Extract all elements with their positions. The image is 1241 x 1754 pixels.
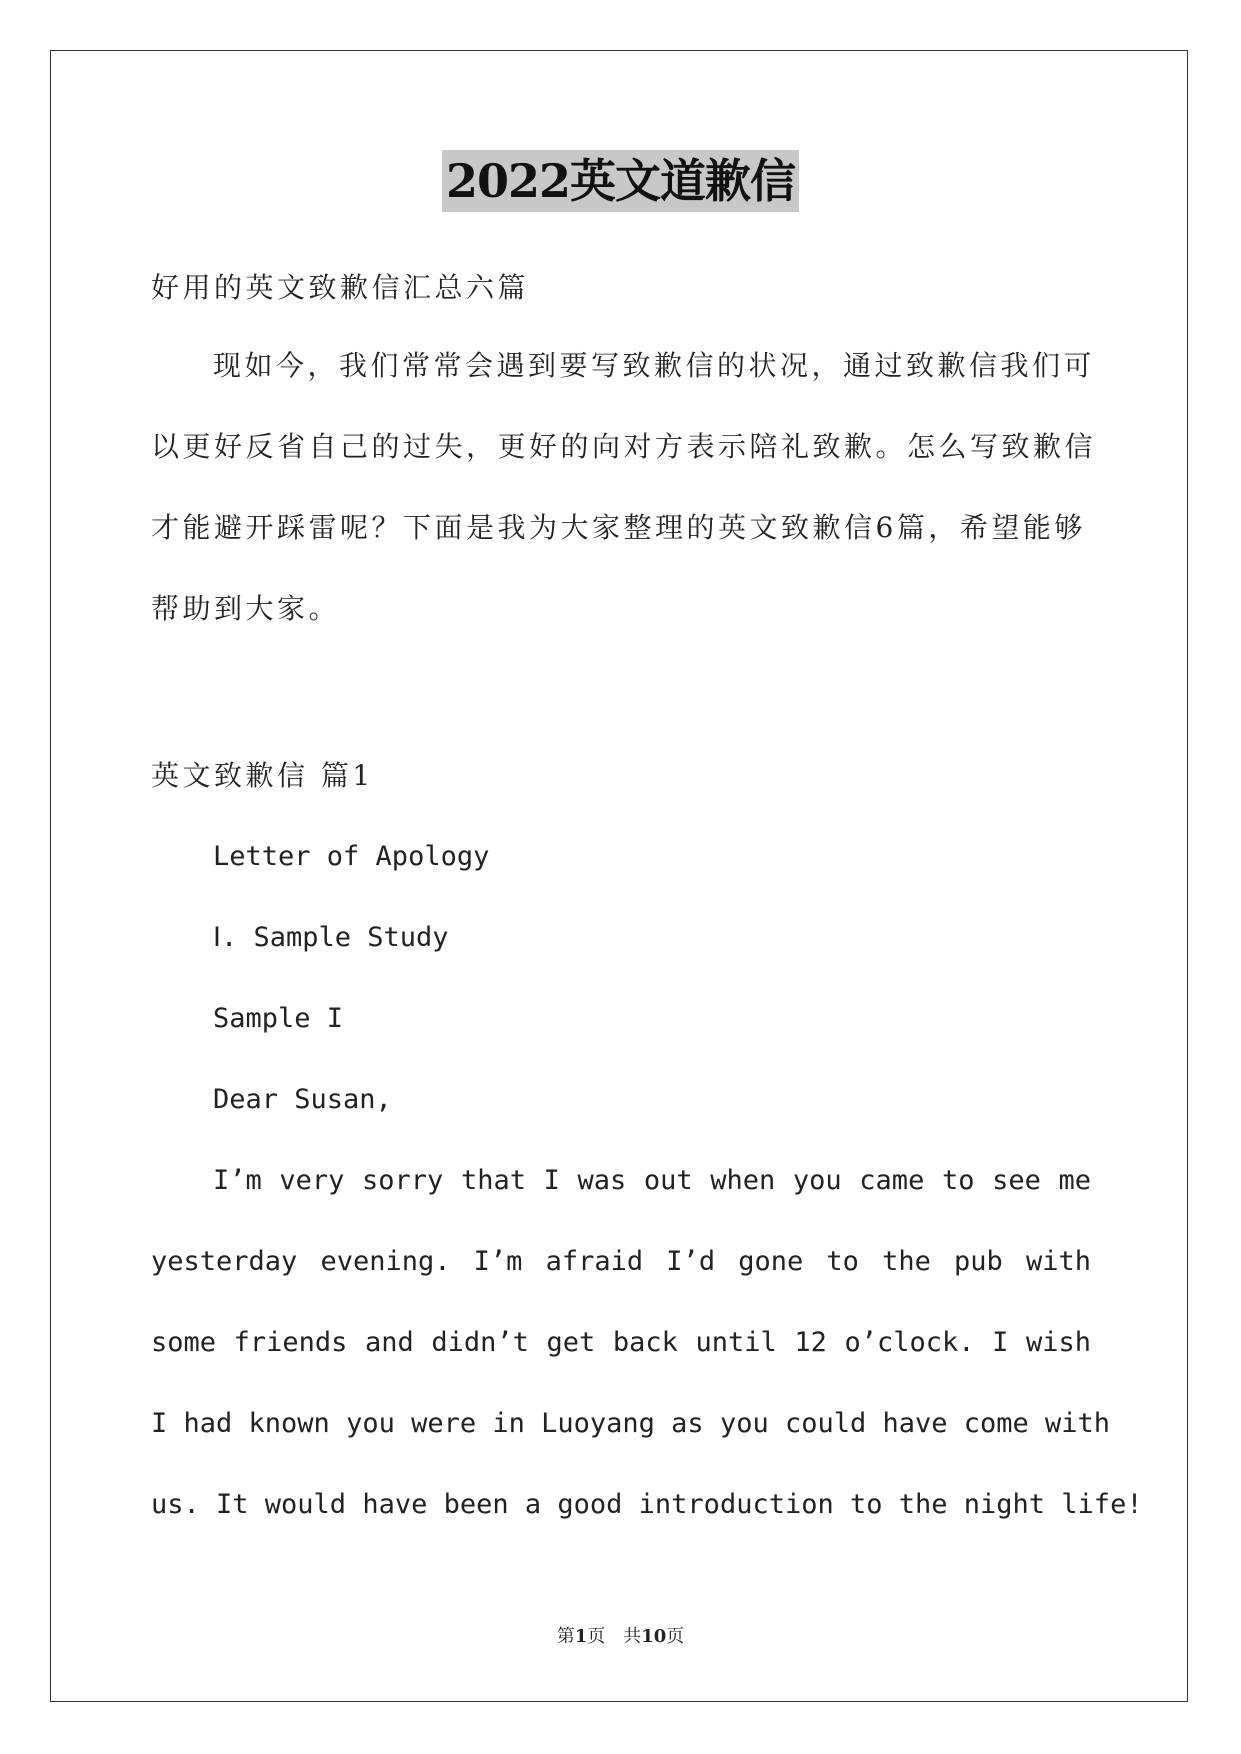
document-title: 2022英文道歉信: [442, 150, 799, 212]
intro-line-2: 以更好反省自己的过失，更好的向对方表示陪礼致歉。怎么写致歉信: [151, 430, 1097, 463]
footer-page-number: 1: [574, 1626, 588, 1647]
footer-page-suffix: 页: [666, 1626, 685, 1647]
title-container: [0, 150, 1241, 212]
body-line-2: yesterday evening. I’m afraid I’d gone to the pub with: [151, 1246, 1091, 1277]
sample-label: Sample I: [213, 1003, 344, 1034]
salutation: Dear Susan,: [213, 1084, 392, 1115]
document-subtitle: 好用的英文致歉信汇总六篇: [151, 271, 530, 304]
sample-study-heading: Ⅰ. Sample Study: [213, 922, 449, 953]
letter-title: Letter of Apology: [213, 841, 490, 872]
body-line-4: I had known you were in Luoyang as you could have come with: [151, 1408, 1111, 1439]
intro-line-3: 才能避开踩雷呢？下面是我为大家整理的英文致歉信6篇，希望能够: [151, 511, 1086, 544]
intro-line-1: 现如今，我们常常会遇到要写致歉信的状况，通过致歉信我们可: [213, 349, 1096, 382]
page-footer: [0, 1622, 1241, 1648]
footer-page-mid: 页 共: [587, 1626, 642, 1647]
footer-total-pages: 10: [641, 1626, 667, 1647]
body-line-3: some friends and didn’t get back until 12 o’clock. I wish: [151, 1327, 1091, 1358]
body-line-1: I’m very sorry that I was out when you came to see me: [213, 1165, 1091, 1196]
section-heading: 英文致歉信 篇1: [151, 759, 374, 792]
footer-page-prefix: 第: [556, 1626, 575, 1647]
body-line-5: us. It would have been a good introduction to the night life!: [151, 1489, 1143, 1520]
intro-line-4: 帮助到大家。: [151, 592, 341, 625]
